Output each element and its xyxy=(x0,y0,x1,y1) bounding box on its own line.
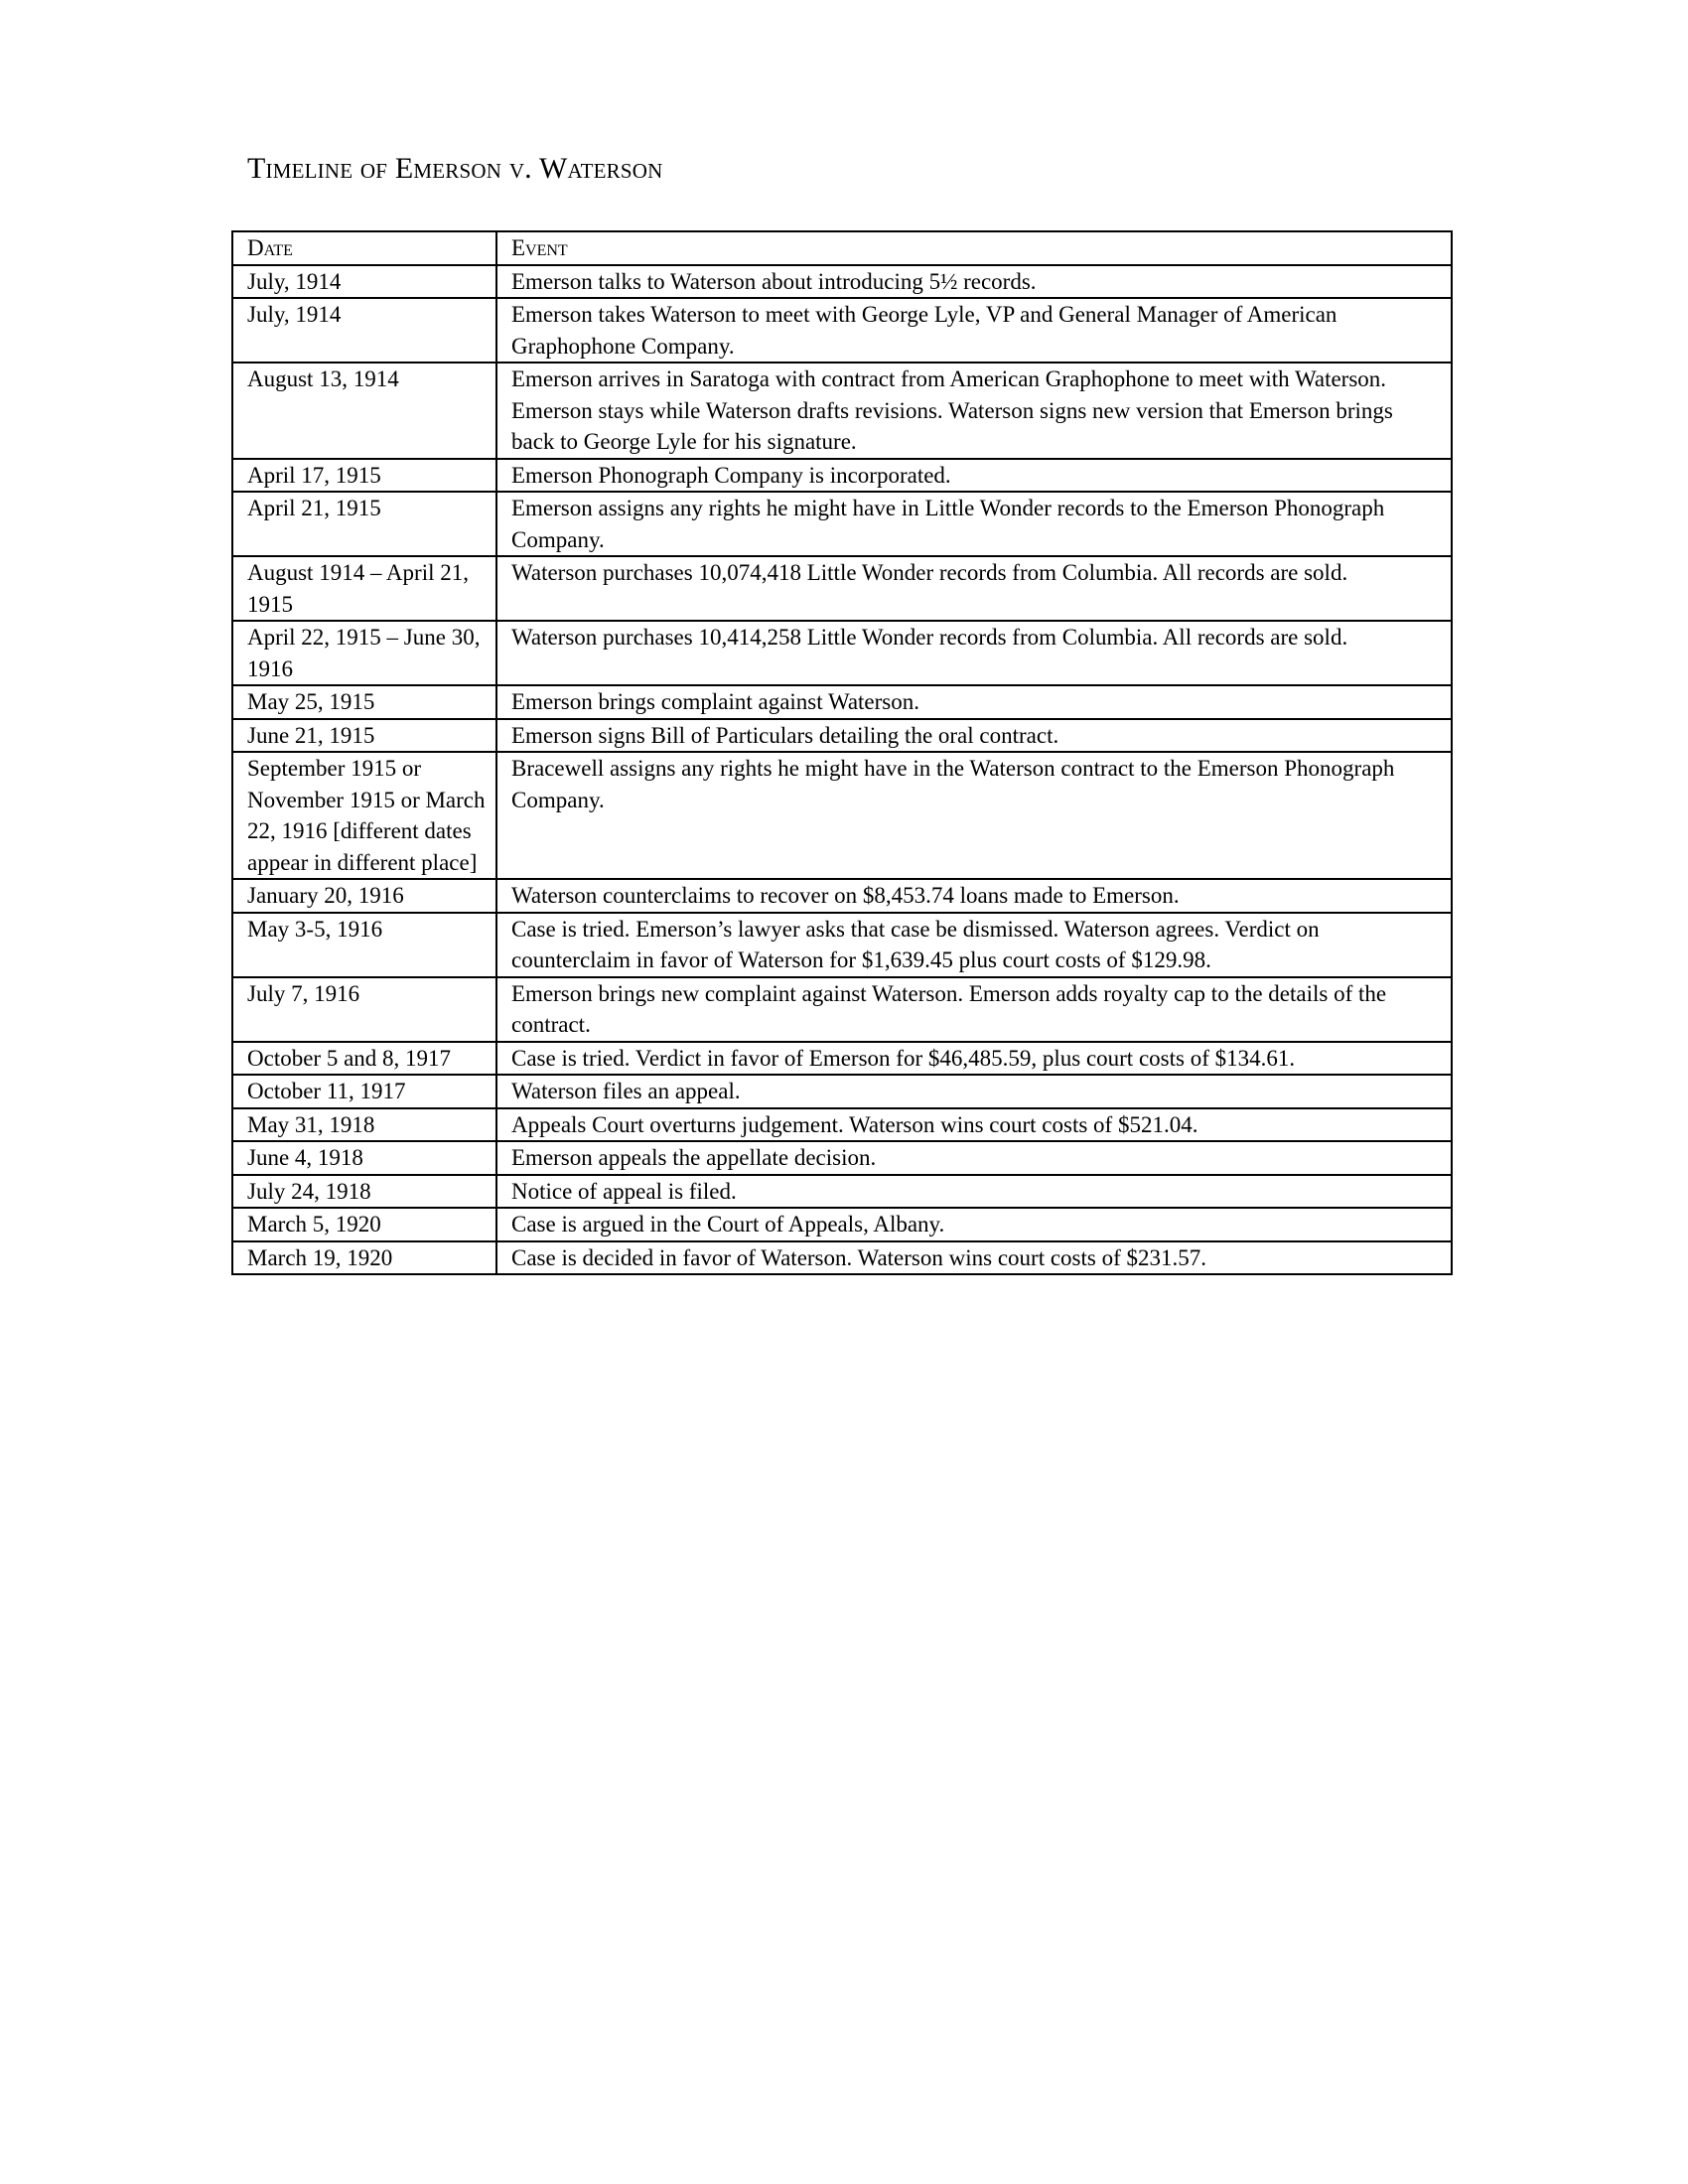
date-cell: July, 1914 xyxy=(232,298,496,363)
event-cell: Emerson assigns any rights he might have in Little Wonder records to the Emerson Phonograph Company. xyxy=(496,492,1452,556)
table-row xyxy=(232,459,1452,493)
date-cell: May 3-5, 1916 xyxy=(232,913,496,977)
table-row xyxy=(232,1042,1452,1076)
event-cell: Notice of appeal is filed. xyxy=(496,1175,1452,1209)
event-cell: Emerson brings new complaint against Waterson. Emerson adds royalty cap to the details of the contract. xyxy=(496,977,1452,1042)
date-cell: September 1915 or November 1915 or March 22, 1916 [different dates appear in different place] xyxy=(232,752,496,879)
date-cell: June 4, 1918 xyxy=(232,1141,496,1175)
date-cell: May 31, 1918 xyxy=(232,1108,496,1142)
event-cell: Waterson purchases 10,074,418 Little Wonder records from Columbia. All records are sold. xyxy=(496,556,1452,621)
event-cell: Emerson arrives in Saratoga with contract from American Graphophone to meet with Waterson. Emerson stays while Waterson drafts revisions. Waterson signs new version that Emerson brings back to George Lyle for his signature. xyxy=(496,363,1452,459)
date-cell: October 11, 1917 xyxy=(232,1075,496,1108)
date-cell: August 1914 – April 21, 1915 xyxy=(232,556,496,621)
table-row xyxy=(232,1141,1452,1175)
table-row xyxy=(232,621,1452,685)
table-row xyxy=(232,752,1452,879)
event-cell: Waterson purchases 10,414,258 Little Wonder records from Columbia. All records are sold. xyxy=(496,621,1452,685)
event-cell: Emerson Phonograph Company is incorporated. xyxy=(496,459,1452,493)
event-cell: Waterson files an appeal. xyxy=(496,1075,1452,1108)
table-row xyxy=(232,977,1452,1042)
date-cell: June 21, 1915 xyxy=(232,719,496,753)
date-cell: April 22, 1915 – June 30, 1916 xyxy=(232,621,496,685)
date-cell: April 17, 1915 xyxy=(232,459,496,493)
event-cell: Case is tried. Emerson’s lawyer asks that case be dismissed. Waterson agrees. Verdict on counterclaim in favor of Waterson for $1,639.45 plus court costs of $129.98. xyxy=(496,913,1452,977)
table-header-row xyxy=(232,231,1452,265)
timeline-rows xyxy=(232,265,1452,1275)
date-cell: January 20, 1916 xyxy=(232,879,496,913)
event-cell: Emerson takes Waterson to meet with George Lyle, VP and General Manager of American Graphophone Company. xyxy=(496,298,1452,363)
date-cell: May 25, 1915 xyxy=(232,685,496,719)
event-cell: Case is argued in the Court of Appeals, Albany. xyxy=(496,1208,1452,1241)
event-cell: Appeals Court overturns judgement. Waterson wins court costs of $521.04. xyxy=(496,1108,1452,1142)
event-cell: Emerson signs Bill of Particulars detailing the oral contract. xyxy=(496,719,1452,753)
date-column-header: Date xyxy=(232,231,496,265)
event-column-header: Event xyxy=(496,231,1452,265)
table-row xyxy=(232,1075,1452,1108)
date-cell: March 5, 1920 xyxy=(232,1208,496,1241)
event-cell: Waterson counterclaims to recover on $8,453.74 loans made to Emerson. xyxy=(496,879,1452,913)
table-row xyxy=(232,879,1452,913)
table-row xyxy=(232,298,1452,363)
date-cell: August 13, 1914 xyxy=(232,363,496,459)
event-cell: Emerson talks to Waterson about introducing 5½ records. xyxy=(496,265,1452,299)
date-cell: July, 1914 xyxy=(232,265,496,299)
timeline-table xyxy=(231,230,1453,1275)
table-row xyxy=(232,556,1452,621)
date-cell: April 21, 1915 xyxy=(232,492,496,556)
date-cell: July 24, 1918 xyxy=(232,1175,496,1209)
table-row xyxy=(232,1241,1452,1275)
table-row xyxy=(232,1208,1452,1241)
table-row xyxy=(232,265,1452,299)
event-cell: Emerson brings complaint against Waterson. xyxy=(496,685,1452,719)
date-cell: October 5 and 8, 1917 xyxy=(232,1042,496,1076)
event-cell: Emerson appeals the appellate decision. xyxy=(496,1141,1452,1175)
table-row xyxy=(232,1175,1452,1209)
table-row xyxy=(232,913,1452,977)
table-row xyxy=(232,363,1452,459)
date-cell: July 7, 1916 xyxy=(232,977,496,1042)
table-row xyxy=(232,685,1452,719)
table-row xyxy=(232,719,1452,753)
event-cell: Case is decided in favor of Waterson. Waterson wins court costs of $231.57. xyxy=(496,1241,1452,1275)
page-title: Timeline of Emerson v. Waterson xyxy=(247,152,663,185)
date-cell: March 19, 1920 xyxy=(232,1241,496,1275)
table-row xyxy=(232,1108,1452,1142)
event-cell: Bracewell assigns any rights he might have in the Waterson contract to the Emerson Phonograph Company. xyxy=(496,752,1452,879)
table-row xyxy=(232,492,1452,556)
event-cell: Case is tried. Verdict in favor of Emerson for $46,485.59, plus court costs of $134.61. xyxy=(496,1042,1452,1076)
